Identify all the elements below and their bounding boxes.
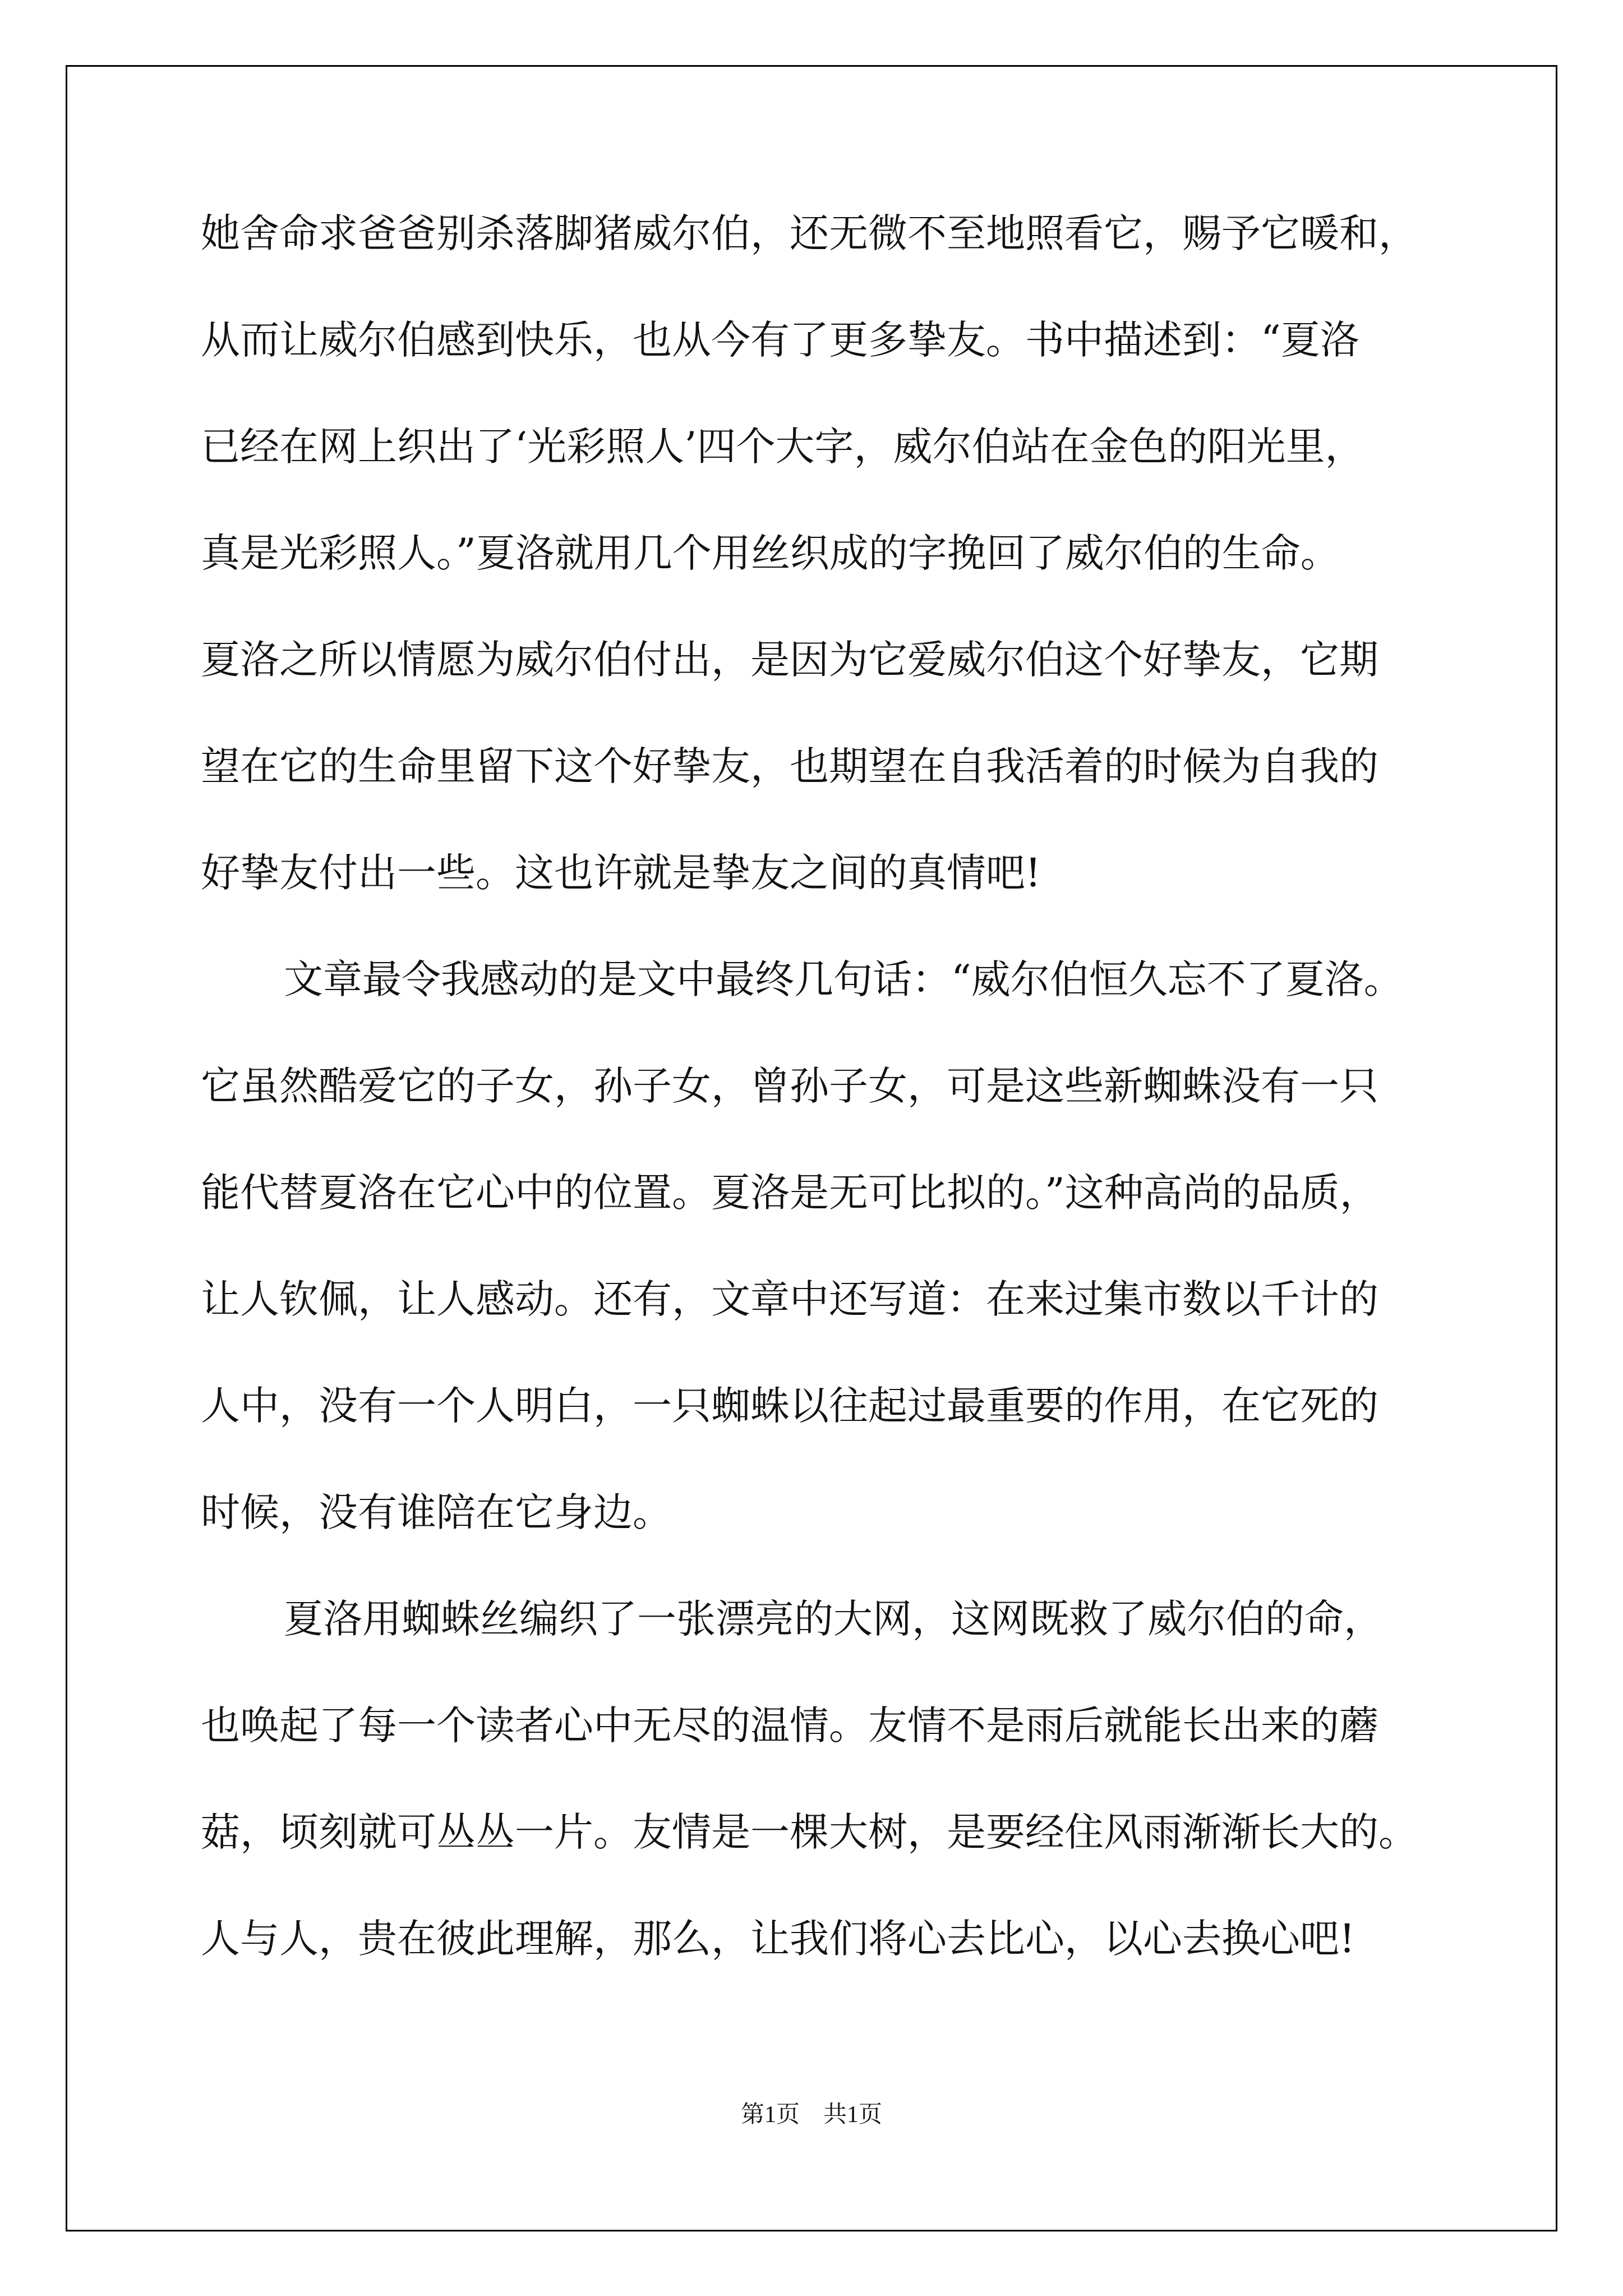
text-line: 从而让威尔伯感到快乐，也从今有了更多挚友。书中描述到：“夏洛 (201, 317, 1359, 363)
text-line: 让人钦佩，让人感动。还有，文章中还写道：在来过集市数以千计的 (201, 1276, 1378, 1322)
text-line: 夏洛之所以情愿为威尔伯付出，是因为它爱威尔伯这个好挚友，它期 (201, 637, 1378, 683)
text-line: 也唤起了每一个读者心中无尽的温情。友情不是雨后就能长出来的蘑 (201, 1703, 1378, 1749)
text-line: 它虽然酷爱它的子女，孙子女，曾孙子女，可是这些新蜘蛛没有一只 (201, 1063, 1378, 1109)
text-line: 好挚友付出一些。这也许就是挚友之间的真情吧! (201, 850, 1041, 896)
text-line: 她舍命求爸爸别杀落脚猪威尔伯，还无微不至地照看它，赐予它暖和， (201, 210, 1418, 256)
text-line: 已经在网上织出了‘光彩照人’四个大字，威尔伯站在金色的阳光里， (201, 424, 1364, 470)
text-line: 能代替夏洛在它心中的位置。夏洛是无可比拟的。”这种高尚的品质， (201, 1170, 1379, 1216)
paragraph-start-line: 文章最令我感动的是文中最终几句话：“威尔伯恒久忘不了夏洛。 (284, 956, 1403, 1002)
text-line: 人中，没有一个人明白，一只蜘蛛以往起过最重要的作用，在它死的 (201, 1383, 1378, 1429)
text-line: 人与人，贵在彼此理解，那么，让我们将心去比心，以心去换心吧! (201, 1916, 1355, 1962)
page-number-footer: 第1页 共1页 (740, 2102, 882, 2128)
text-line: 菇，顷刻就可丛丛一片。友情是一棵大树，是要经住风雨渐渐长大的。 (201, 1809, 1418, 1855)
text-line: 时候，没有谁陪在它身边。 (201, 1489, 672, 1535)
paragraph-start-line: 夏洛用蜘蛛丝编织了一张漂亮的大网，这网既救了威尔伯的命， (284, 1596, 1383, 1642)
text-line: 望在它的生命里留下这个好挚友，也期望在自我活着的时候为自我的 (201, 743, 1378, 789)
text-line: 真是光彩照人。”夏洛就用几个用丝织成的字挽回了威尔伯的生命。 (201, 530, 1340, 576)
